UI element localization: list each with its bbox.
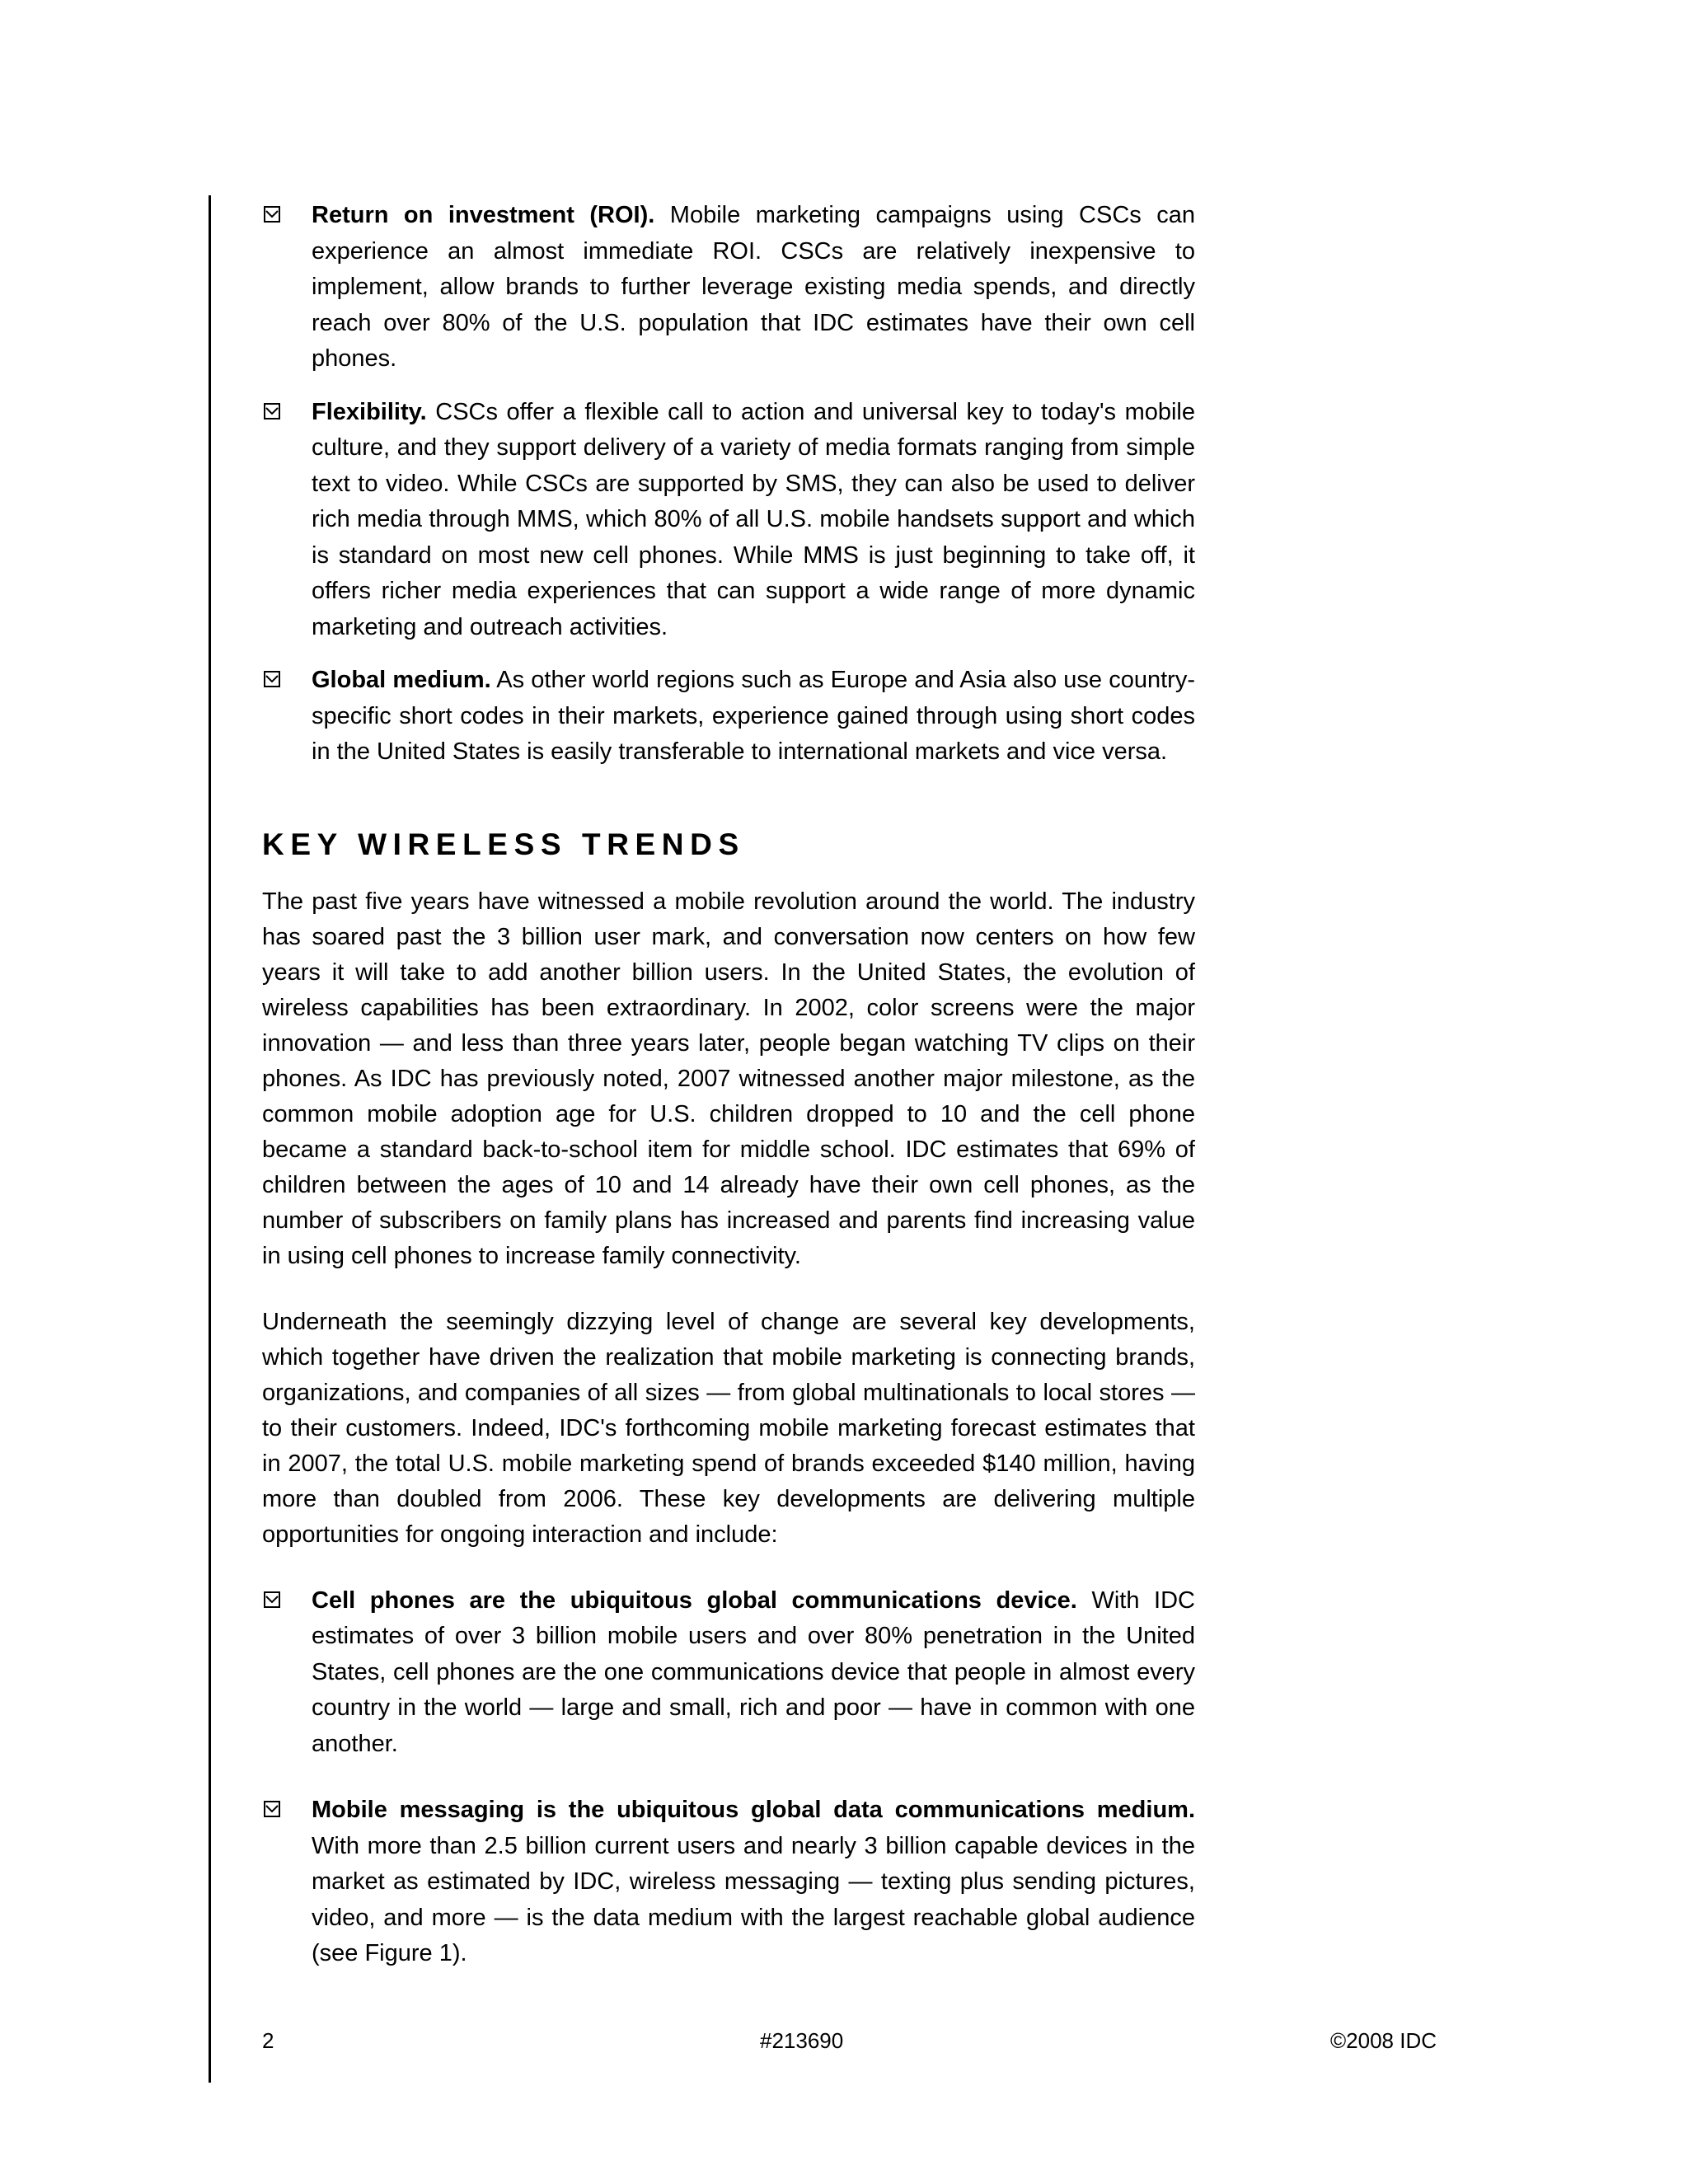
bullet-item-global-medium <box>262 663 1195 771</box>
page-content <box>262 198 1195 1972</box>
checkbox-bullet-icon <box>264 206 280 223</box>
bullet-item-roi <box>262 198 1195 377</box>
checkbox-bullet-icon <box>264 403 280 419</box>
body-paragraph: Underneath the seemingly dizzying level of change are several key developments, which together have driven the realization that mobile marketing is connecting brands, organizations, and companies of all sizes — from global multinationals to local stores — to their customers. Indeed, IDC's forthcoming mobile marketing forecast estimates that in 2007, the total U.S. mobile marketing spend of brands exceeded $140 million, having more than doubled from 2006. These key developments are delivering multiple opportunities for ongoing interaction and include: <box>262 1308 1195 1548</box>
benefits-list <box>262 198 1195 771</box>
body-paragraph: The past five years have witnessed a mobile revolution around the world. The industry has soared past the 3 billion user mark, and conversation now centers on how few years it will take to add another billion users. In the United States, the evolution of wireless capabilities has been extraordinary. In 2002, color screens were the major innovation — and less than three years later, people began watching TV clips on their phones. As IDC has previously noted, 2007 witnessed another major milestone, as the common mobile adoption age for U.S. children dropped to 10 and the cell phone became a standard back-to-school item for middle school. IDC estimates that 69% of children between the ages of 10 and 14 already have their own cell phones, as the number of subscribers on family plans has increased and parents find increasing value in using cell phones to increase family connectivity. <box>262 888 1195 1269</box>
bullet-text: Mobile marketing campaigns using CSCs can experience an almost immediate ROI. CSCs are relatively inexpensive to implement, allow brands to further leverage existing media spends, and directly reach over 80% of the U.S. population that IDC estimates have their own cell phones. <box>312 202 1195 372</box>
bullet-text: With IDC estimates of over 3 billion mobile users and over 80% penetration in the United States, cell phones are the one communications device that people in almost every country in the world — large and small, rich and poor — have in common with one another. <box>312 1586 1195 1757</box>
checkbox-bullet-icon <box>264 671 280 687</box>
left-margin-rule <box>209 195 211 2083</box>
checkbox-bullet-icon <box>264 1801 280 1817</box>
bullet-text: As other world regions such as Europe and Asia also use country-specific short codes in their markets, experience gained through using short codes in the United States is easily transferable to international markets and vice versa. <box>312 667 1195 765</box>
bullet-lead: Mobile messaging is the ubiquitous global data communications medium. <box>312 1797 1195 1823</box>
bullet-item-cell-phones <box>262 1583 1195 1763</box>
bullet-lead: Return on investment (ROI). <box>312 202 655 228</box>
bullet-text: CSCs offer a flexible call to action and universal key to today's mobile culture, and they support delivery of a variety of media formats ranging from simple text to video. While CSCs are supported by SMS, they can also be used to deliver rich media through MMS, which 80% of all U.S. mobile handsets support and which is standard on most new cell phones. While MMS is just beginning to take off, it offers richer media experiences that can support a wide range of more dynamic marketing and outreach activities. <box>312 398 1195 640</box>
checkbox-bullet-icon <box>264 1591 280 1608</box>
developments-list <box>262 1583 1195 1972</box>
bullet-item-mobile-messaging <box>262 1793 1195 1972</box>
document-number: #213690 <box>760 2028 844 2053</box>
bullet-text: With more than 2.5 billion current users and nearly 3 billion capable devices in the market as estimated by IDC, wireless messaging — texting plus sending pictures, video, and more — is the data medium with the largest reachable global audience (see Figure 1). <box>312 1832 1195 1966</box>
bullet-lead: Global medium. <box>312 667 491 693</box>
bullet-lead: Cell phones are the ubiquitous global communications device. <box>312 1586 1077 1614</box>
bullet-item-flexibility <box>262 395 1195 646</box>
page-number: 2 <box>262 2028 274 2053</box>
section-heading: KEY WIRELESS TRENDS <box>262 827 745 861</box>
copyright-notice: ©2008 IDC <box>1330 2028 1437 2053</box>
bullet-lead: Flexibility. <box>312 398 427 425</box>
